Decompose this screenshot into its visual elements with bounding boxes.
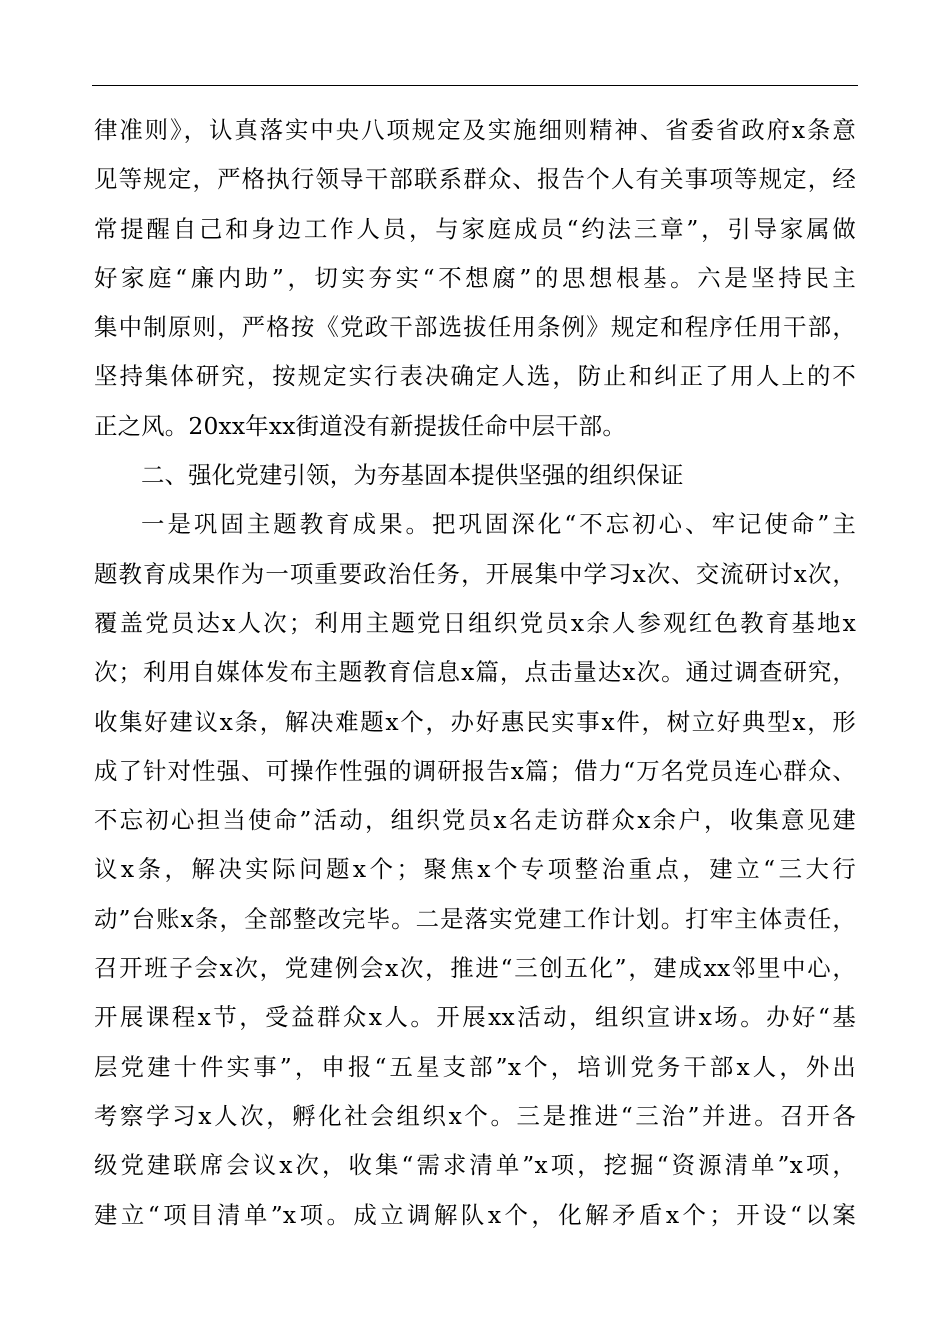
header-rule: [92, 85, 858, 86]
text-line: 议x条，解决实际问题x个；聚焦x个专项整治重点，建立“三大行: [94, 855, 856, 884]
text-line: 动”台账x条，全部整改完毕。二是落实党建工作计划。打牢主体责任，: [94, 904, 856, 933]
section-heading: 二、强化党建引领，为夯基固本提供坚强的组织保证: [141, 461, 684, 490]
text-line: 集中制原则，严格按《党政干部选拔任用条例》规定和程序任用干部，: [94, 313, 856, 342]
text-line: 律准则》，认真落实中央八项规定及实施细则精神、省委省政府x条意: [94, 116, 856, 144]
text-line: 常提醒自己和身边工作人员，与家庭成员“约法三章”，引导家属做: [94, 214, 856, 243]
text-line: 开展课程x节，受益群众x人。开展xx活动，组织宣讲x场。办好“基: [94, 1003, 856, 1032]
text-line: 一是巩固主题教育成果。把巩固深化“不忘初心、牢记使命”主: [141, 510, 856, 539]
text-line: 见等规定，严格执行领导干部联系群众、报告个人有关事项等规定，经: [94, 165, 856, 194]
text-line: 收集好建议x条，解决难题x个，办好惠民实事x件，树立好典型x，形: [94, 707, 856, 736]
text-line: 次；利用自媒体发布主题教育信息x篇，点击量达x次。通过调查研究，: [94, 658, 856, 687]
text-line: 正之风。20xx年xx街道没有新提拔任命中层干部。: [94, 411, 626, 440]
text-line: 召开班子会x次，党建例会x次，推进“三创五化”，建成xx邻里中心，: [94, 954, 856, 983]
text-line: 考察学习x人次，孵化社会组织x个。三是推进“三治”并进。召开各: [94, 1101, 856, 1130]
body-text: [94, 106, 856, 1240]
text-line: 建立“项目清单”x项。成立调解队x个，化解矛盾x个；开设“以案: [94, 1200, 856, 1229]
text-line: 成了针对性强、可操作性强的调研报告x篇；借力“万名党员连心群众、: [94, 756, 856, 785]
text-line: 级党建联席会议x次，收集“需求清单”x项，挖掘“资源清单”x项，: [94, 1151, 856, 1180]
text-line: 不忘初心担当使命”活动，组织党员x名走访群众x余户，收集意见建: [94, 806, 856, 835]
text-line: 好家庭“廉内助”，切实夯实“不想腐”的思想根基。六是坚持民主: [94, 263, 856, 292]
text-line: 层党建十件实事”，申报“五星支部”x个，培训党务干部x人，外出: [94, 1052, 856, 1081]
text-line: 题教育成果作为一项重要政治任务，开展集中学习x次、交流研讨x次，: [94, 559, 856, 588]
text-line: 覆盖党员达x人次；利用主题党日组织党员x余人参观红色教育基地x: [94, 608, 856, 637]
text-line: 坚持集体研究，按规定实行表决确定人选，防止和纠正了用人上的不: [94, 362, 856, 391]
